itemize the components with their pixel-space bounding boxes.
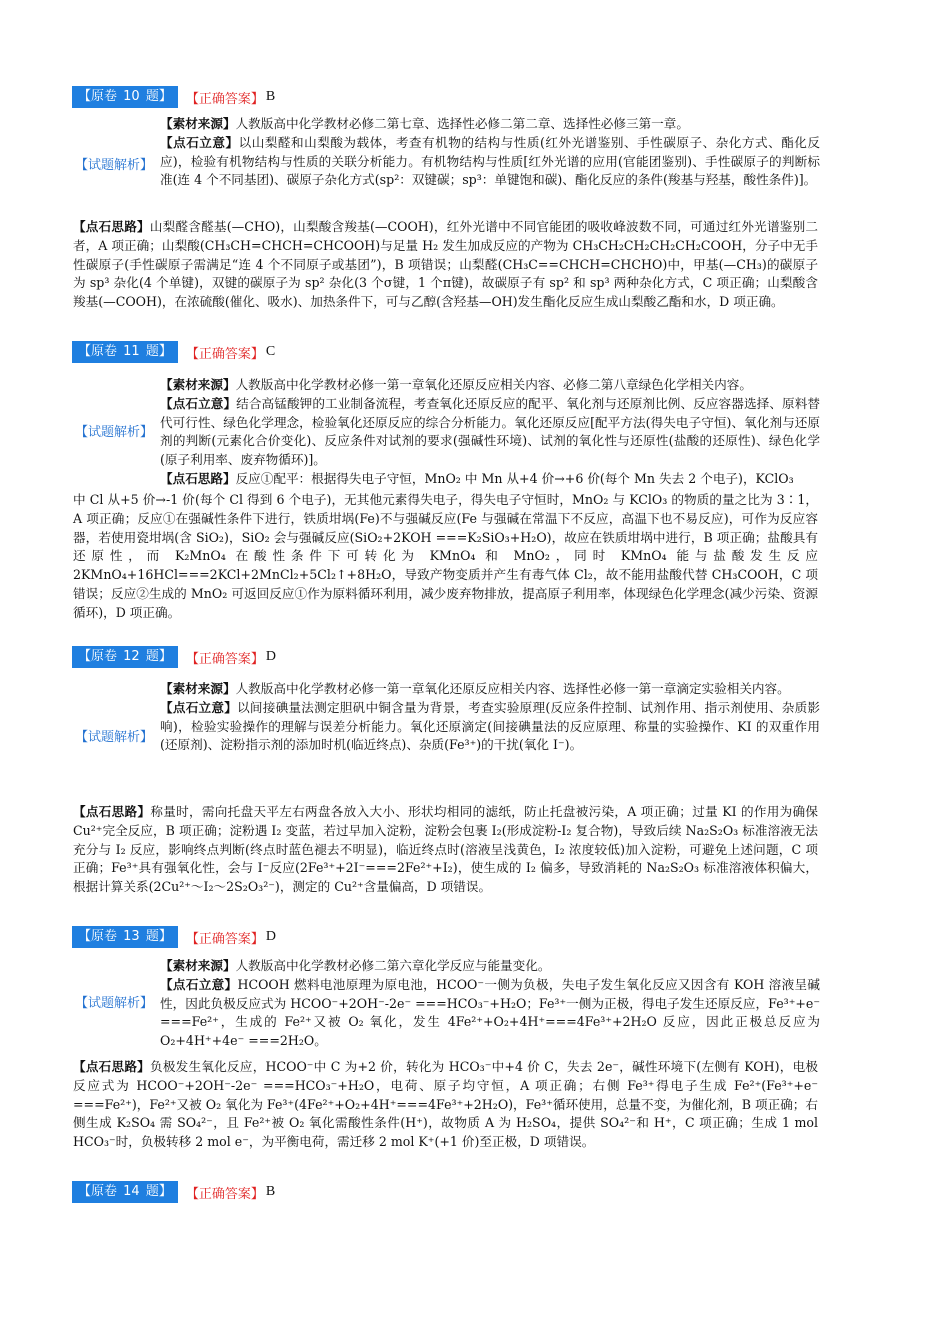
- analysis-label: 【试题解析】: [75, 996, 154, 1011]
- question-13-thinking: 【点石思路】负极发生氧化反应，HCOO⁻中 C 为+2 价，转化为 HCO₃⁻中+4 价 C，失去 2e⁻，碱性环境下(左侧有 KOH)，电极反应式为 HCOO⁻+2OH⁻-2e⁻ ===HCO₃⁻+H₂O，电荷、原子均守恒，A 项正确；右侧 Fe³⁺得电子生成 Fe²⁺(Fe³⁺+e⁻ ===Fe²⁺)，Fe²⁺又被 O₂ 氧化为 Fe³⁺(4Fe²⁺+O₂+4H⁺===4Fe³⁺+2H₂O)，Fe³⁺循环使用，总量不变，为催化剂，B 项正确；右侧生成 K₂SO₄ 需 SO₄²⁻，且 Fe²⁺被 O₂ 氧化需酸性条件(H⁺)，故物质 A 为 H₂SO₄，提供 SO₄²⁻和 H⁺，C 项正确；生成 1 mol HCO₃⁻时，负极转移 2 mol e⁻，为平衡电荷，需迁移 2 mol K⁺(+1 价)至正极，D 项错误。: [73, 1059, 818, 1150]
- question-12-thinking: 【点石思路】称量时，需向托盘天平左右两盘各放入大小、形状均相同的滤纸，防止托盘被污染，A 项正确；过量 KI 的作用为确保 Cu²⁺完全反应，B 项正确；淀粉遇 I₂ 变蓝，若过早加入淀粉，淀粉会包裹 I₂(形成淀粉-I₂ 复合物)，导致后续 Na₂S₂O₃ 标准溶液无法充分与 I₂ 反应，影响终点判断(终点时蓝色褪去不明显)，临近终点时(溶液呈浅黄色，I₂ 浓度较低)加入淀粉，可避免上述问题，C 项正确；Fe³⁺具有强氧化性，会与 I⁻反应(2Fe³⁺+2I⁻===2Fe²⁺+I₂)，使生成的 I₂ 偏多，导致消耗的 Na₂S₂O₃ 标准溶液体积偏大，根据计算关系(2Cu²⁺～I₂～2S₂O₃²⁻)，测定的 Cu²⁺含量偏高，D 项错误。: [73, 804, 818, 895]
- answer-label: 【正确答案】: [185, 1186, 264, 1202]
- answer-label: 【正确答案】: [185, 931, 264, 947]
- question-11-header: [72, 341, 275, 363]
- answer-value: B: [265, 89, 276, 104]
- question-tag: 【原卷 11 题】: [72, 341, 178, 363]
- question-13-analysis: 【素材来源】人教版高中化学教材必修二第六章化学反应与能量变化。 【点石立意】HCOOH 燃料电池原理为原电池，HCOO⁻一侧为负极，失电子发生氧化反应又因含有 KOH 溶液呈碱性，因此负极反应式为 HCOO⁻+2OH⁻-2e⁻ ===HCO₃⁻+H₂O；Fe³⁺一侧为正极，得电子发生还原反应，Fe³⁺+e⁻ ===Fe²⁺，生成的 Fe²⁺又被 O₂ 氧化，发生 4Fe²⁺+O₂+4H⁺===4Fe³⁺+2H₂O 反应，因此正极总反应为 O₂+4H⁺+4e⁻ ===2H₂O。: [160, 958, 821, 1049]
- question-13-header: [72, 926, 276, 948]
- question-11-analysis: 【素材来源】人教版高中化学教材必修一第一章氧化还原反应相关内容、必修二第八章绿色化学相关内容。 【点石立意】结合高锰酸钾的工业制备流程，考查氧化还原反应的配平、氧化剂与还原剂比例、反应容器选择、原料替代可行性、绿色化学理念，检验氧化还原反应的综合分析能力。氧化还原反应[配平方法(得失电子守恒)、氧化剂与还原剂的判断(元素化合价变化)、反应条件对试剂的要求(强碱性环境)、试剂的氧化性与还原性(盐酸的还原性)、绿色化学(原子利用率、废弃物循环)]。 【点石思路】反应①配平：根据得失电子守恒，MnO₂ 中 Mn 从+4 价→+6 价(每个 Mn 失去 2 个电子)，KClO₃: [160, 377, 821, 486]
- question-10-thinking: 【点石思路】山梨醛含醛基(—CHO)，山梨酸含羧基(—COOH)，红外光谱中不同官能团的吸收峰波数不同，可通过红外光谱鉴别二者，A 项正确；山梨酸(CH₃CH=CHCH=CHCOOH)与足量 H₂ 发生加成反应的产物为 CH₃CH₂CH₂CH₂CH₂COOH，分子中无手性碳原子(手性碳原子需满足“连 4 个不同原子或基团”)，B 项错误；山梨醛(CH₃C==CHCH=CHCHO)中，甲基(—CH₃)的碳原子为 sp³ 杂化(4 个单键)，双键的碳原子为 sp² 杂化(3 个σ键，1 个π键)，故碳原子有 sp² 和 sp³ 两种杂化方式，C 项正确；山梨酸含羧基(—COOH)，在浓硫酸(催化、吸水)、加热条件下，可与乙醇(含羟基—OH)发生酯化反应生成山梨酸乙酯和水，D 项正确。: [73, 219, 819, 310]
- question-12-header: [72, 646, 276, 668]
- analysis-label: 【试题解析】: [75, 425, 154, 440]
- question-tag: 【原卷 12 题】: [72, 646, 178, 668]
- question-10-analysis: 【素材来源】人教版高中化学教材必修二第七章、选择性必修二第二章、选择性必修三第一章。 【点石立意】以山梨醛和山梨酸为载体，考查有机物的结构与性质(红外光谱鉴别、手性碳原子、杂化方式、酯化反应)，检验有机物结构与性质的关联分析能力。有机物结构与性质[红外光谱的应用(官能团鉴别)、手性碳原子的判断标准(连 4 个不同基团)、碳原子杂化方式(sp²：双键碳；sp³：单键饱和碳)、酯化反应的条件(羧基与羟基，酸性条件)]。: [160, 116, 820, 188]
- answer-value: D: [265, 929, 276, 944]
- answer-label: 【正确答案】: [185, 346, 264, 362]
- question-14-header: [72, 1181, 275, 1203]
- answer-value: C: [265, 344, 276, 359]
- question-11-thinking: 中 Cl 从+5 价→-1 价(每个 Cl 得到 6 个电子)，无其他元素得失电子，得失电子守恒时，MnO₂ 与 KClO₃ 的物质的量之比为 3∶1，A 项正确；反应①在强碱性条件下进行，铁质坩埚(Fe)不与强碱反应(Fe 与强碱在常温下不反应，高温下也不易反应)，可作为反应容器，若使用瓷坩埚(含 SiO₂)，SiO₂ 会与强碱反应(SiO₂+2KOH ===K₂SiO₃+H₂O)，故应在铁质坩埚中进行，B 项正确；盐酸具有还原性，而 K₂MnO₄ 在酸性条件下可转化为 KMnO₄ 和 MnO₂，同时 KMnO₄ 能与盐酸发生反应 2KMnO₄+16HCl===2KCl+2MnCl₂+5Cl₂↑+8H₂O，导致产物变质并产生有毒气体 Cl₂，故不能用盐酸代替 CH₃COOH，C 项错误；反应②生成的 MnO₂ 可返回反应①作为原料循环利用，减少废弃物排放，提高原子利用率，体现绿色化学理念(减少污染、资源循环)，D 项正确。: [73, 492, 818, 620]
- question-12-analysis: 【素材来源】人教版高中化学教材必修一第一章氧化还原反应相关内容、选择性必修一第一章滴定实验相关内容。 【点石立意】以间接碘量法测定胆矾中铜含量为背景，考查实验原理(反应条件控制、试剂作用、指示剂使用、杂质影响)，检验实验操作的理解与误差分析能力。氧化还原滴定(间接碘量法的反应原理、称量的实验操作、KI 的双重作用(还原剂)、淀粉指示剂的添加时机(临近终点)、杂质(Fe³⁺)的干扰(氧化 I⁻)。: [160, 681, 821, 753]
- question-tag: 【原卷 14 题】: [72, 1181, 178, 1203]
- question-tag: 【原卷 10 题】: [72, 86, 178, 108]
- analysis-label: 【试题解析】: [75, 730, 154, 745]
- analysis-label: 【试题解析】: [75, 158, 154, 173]
- question-tag: 【原卷 13 题】: [72, 926, 178, 948]
- answer-value: D: [265, 649, 276, 664]
- answer-value: B: [265, 1184, 276, 1199]
- answer-label: 【正确答案】: [185, 91, 264, 107]
- question-10-header: [72, 86, 275, 108]
- answer-label: 【正确答案】: [185, 651, 264, 667]
